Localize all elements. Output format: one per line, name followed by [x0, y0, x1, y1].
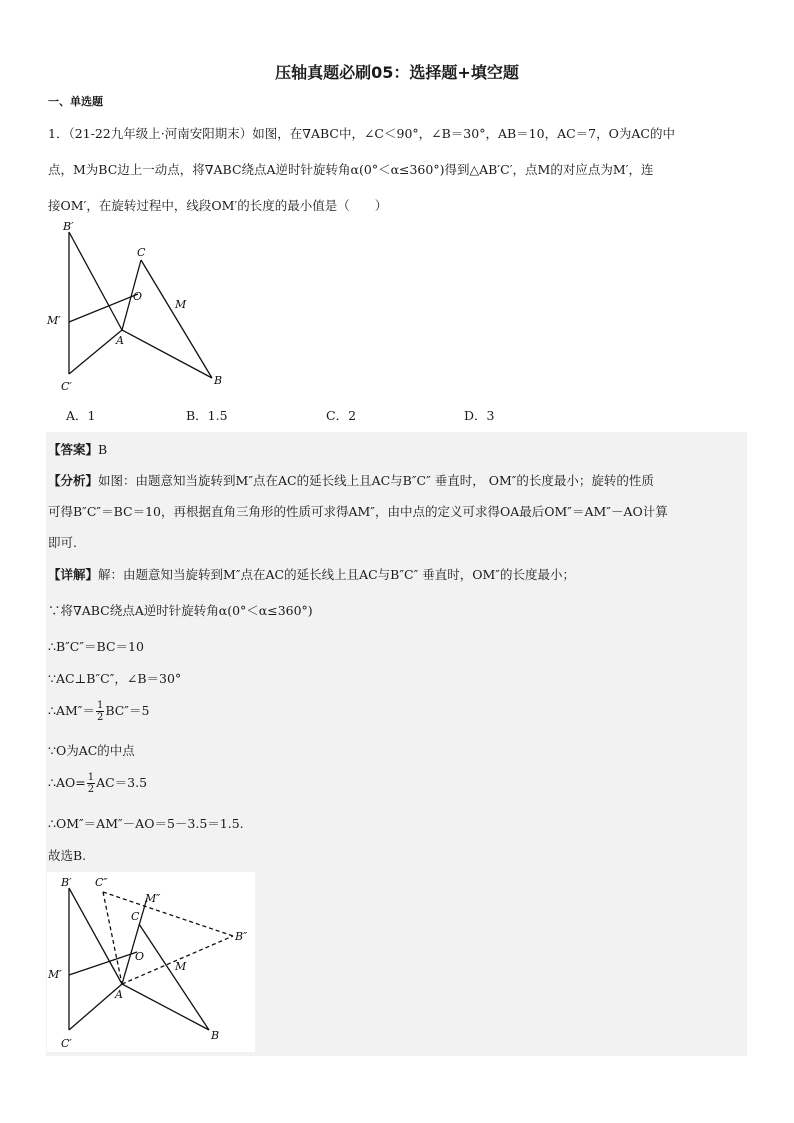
segment-c2-b2 [103, 892, 233, 936]
segment-m1-o [69, 952, 137, 975]
label-a: A [115, 988, 123, 1001]
segment-a-b [122, 984, 209, 1030]
segment-a-b [122, 330, 212, 378]
analysis-line-1 [48, 471, 744, 489]
label-m: M [175, 960, 187, 973]
choice-a[interactable]: A．1 [66, 408, 96, 423]
label-b: B [214, 374, 223, 387]
question-line-1: 1．（21-22九年级上·河南安阳期末）如图，在∇ABC中，∠C＜90°，∠B＝30°，AB＝10，AC＝7，O为AC的中 [48, 126, 675, 141]
analysis-label: 【分析】 [48, 473, 99, 488]
analysis-line-3: 即可. [48, 535, 77, 550]
choice-b[interactable]: B．1.5 [186, 408, 228, 423]
segment-c-b [141, 260, 212, 378]
detail-line-5 [48, 700, 744, 723]
label-o: O [135, 950, 145, 963]
solution-figure [47, 872, 255, 1052]
detail-text-1: 解：由题意知当旋转到M″点在AC的延长线上且AC与B″C″ 垂直时，OM″的长度最小； [98, 567, 575, 582]
label-c-double-prime: C″ [95, 876, 108, 889]
fraction-half-2: $\frac{1}{2}$ [87, 772, 95, 795]
answer-label: 【答案】 [48, 442, 99, 457]
label-o: O [133, 290, 143, 303]
question-text [48, 116, 748, 224]
label-a: A [116, 334, 124, 347]
detail-line-6: ∵O为AC的中点 [48, 743, 135, 758]
question-figure [44, 214, 244, 394]
fraction-half: $\frac{1}{2}$ [96, 700, 104, 723]
detail-line-1 [48, 565, 744, 583]
detail-line-2: ∵将∇ABC绕点A逆时针旋转角α(0°＜α≤360°) [48, 603, 313, 618]
label-m: M [175, 298, 187, 311]
label-b-prime: B′ [63, 220, 74, 233]
question-line-3: 接OM′，在旋转过程中，线段OM′的长度的最小值是（ ） [48, 198, 388, 213]
detail-text-7b: AC＝3.5 [96, 775, 148, 790]
label-c-prime: C′ [61, 380, 72, 393]
detail-line-7 [48, 772, 744, 795]
analysis-text-1: 如图：由题意知当旋转到M″点在AC的延长线上且AC与B″C″ 垂直时， OM″的长度最小；旋转的性质 [98, 473, 654, 488]
analysis-line-2: 可得B″C″＝BC＝10，再根据直角三角形的性质可求得AM″，由中点的定义可求得OA最后OM″＝AM″－AO计算 [48, 504, 668, 519]
detail-line-3: ∴B″C″＝BC＝10 [48, 639, 144, 654]
label-c: C [131, 910, 140, 923]
detail-line-4: ∵AC⊥B″C″，∠B＝30° [48, 671, 182, 686]
section-heading: 一、单选题 [48, 95, 103, 108]
detail-text-7a: ∴AO= [48, 775, 86, 790]
detail-text-5b: BC″＝5 [105, 703, 150, 718]
choice-d[interactable]: D．3 [464, 408, 495, 423]
page-title: 压轴真题必刷05：选择题+填空题 [275, 63, 519, 82]
label-c: C [137, 246, 146, 259]
answer-line [48, 440, 744, 458]
segment-b1-a [69, 888, 122, 984]
detail-label: 【详解】 [48, 567, 99, 582]
question-line-2: 点，M为BC边上一动点，将∇ABC绕点A逆时针旋转角α(0°＜α≤360°)得到△AB′C′，点M的对应点为M′，连 [48, 162, 654, 177]
answer-value: B [98, 442, 108, 457]
segment-b1-a [69, 232, 122, 330]
choice-c[interactable]: C．2 [326, 408, 357, 423]
segment-c2-a [103, 892, 122, 984]
label-m-prime: M′ [48, 968, 62, 981]
label-c-prime: C′ [61, 1037, 72, 1050]
segment-c1-a [69, 330, 122, 374]
label-m-double-prime: M″ [145, 892, 161, 905]
label-b-prime: B′ [61, 876, 72, 889]
detail-line-9: 故选B. [48, 848, 87, 863]
label-b-double-prime: B″ [235, 930, 248, 943]
detail-line-8: ∴OM″＝AM″－AO＝5－3.5＝1.5. [48, 816, 244, 831]
label-b: B [211, 1029, 220, 1042]
label-m-prime: M′ [47, 314, 61, 327]
segment-c-b [139, 924, 209, 1030]
detail-text-5a: ∴AM″＝ [48, 703, 95, 718]
